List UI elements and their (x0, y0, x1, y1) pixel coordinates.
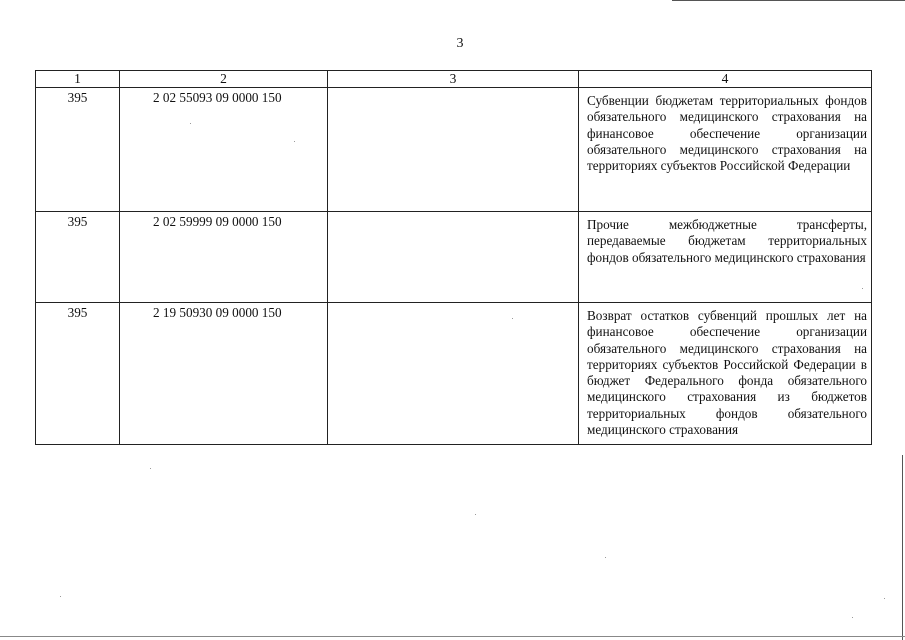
scan-speck (60, 596, 61, 597)
scan-edge-right (902, 455, 903, 640)
revenue-name-cell: Возврат остатков субвенций прошлых лет на финансовое обеспечение организации обязательного медицинского страхования на территориях субъектов Российской Федерации в бюджет Федерального фонда обязательного медицинского страхования из бюджетов территориальных фондов обязательного медицинского страхования (579, 303, 872, 445)
scan-edge-top (672, 0, 905, 1)
scan-speck (884, 598, 885, 599)
empty-cell (328, 88, 579, 212)
table-row (36, 303, 872, 445)
revenue-name-cell: Субвенции бюджетам территориальных фондов обязательного медицинского страхования на финансовое обеспечение организации обязательного медицинского страхования на территориях субъектов Российской Федерации (579, 88, 872, 212)
budget-code-cell: 2 19 50930 09 0000 150 (120, 303, 328, 445)
scan-speck (862, 288, 863, 289)
column-header-1: 1 (36, 71, 120, 88)
table-row (36, 212, 872, 303)
column-header-2: 2 (120, 71, 328, 88)
scan-speck (475, 514, 476, 515)
administrator-code-cell: 395 (36, 212, 120, 303)
budget-code-cell: 2 02 55093 09 0000 150 (120, 88, 328, 212)
revenue-name-cell: Прочие межбюджетные трансферты, передаваемые бюджетам территориальных фондов обязательного медицинского страхования (579, 212, 872, 303)
scan-speck (150, 468, 151, 469)
budget-classification-table (35, 70, 872, 445)
column-header-3: 3 (328, 71, 579, 88)
empty-cell (328, 212, 579, 303)
scan-speck (190, 123, 191, 124)
page-number: 3 (456, 36, 464, 51)
scan-speck (852, 617, 853, 618)
scan-speck (512, 318, 513, 319)
scan-speck (605, 557, 606, 558)
administrator-code-cell: 395 (36, 88, 120, 212)
budget-code-cell: 2 02 59999 09 0000 150 (120, 212, 328, 303)
scan-edge-bottom (0, 636, 905, 637)
empty-cell (328, 303, 579, 445)
table-row (36, 88, 872, 212)
table-header-row (36, 71, 872, 88)
administrator-code-cell: 395 (36, 303, 120, 445)
scan-speck (294, 141, 295, 142)
column-header-4: 4 (579, 71, 872, 88)
